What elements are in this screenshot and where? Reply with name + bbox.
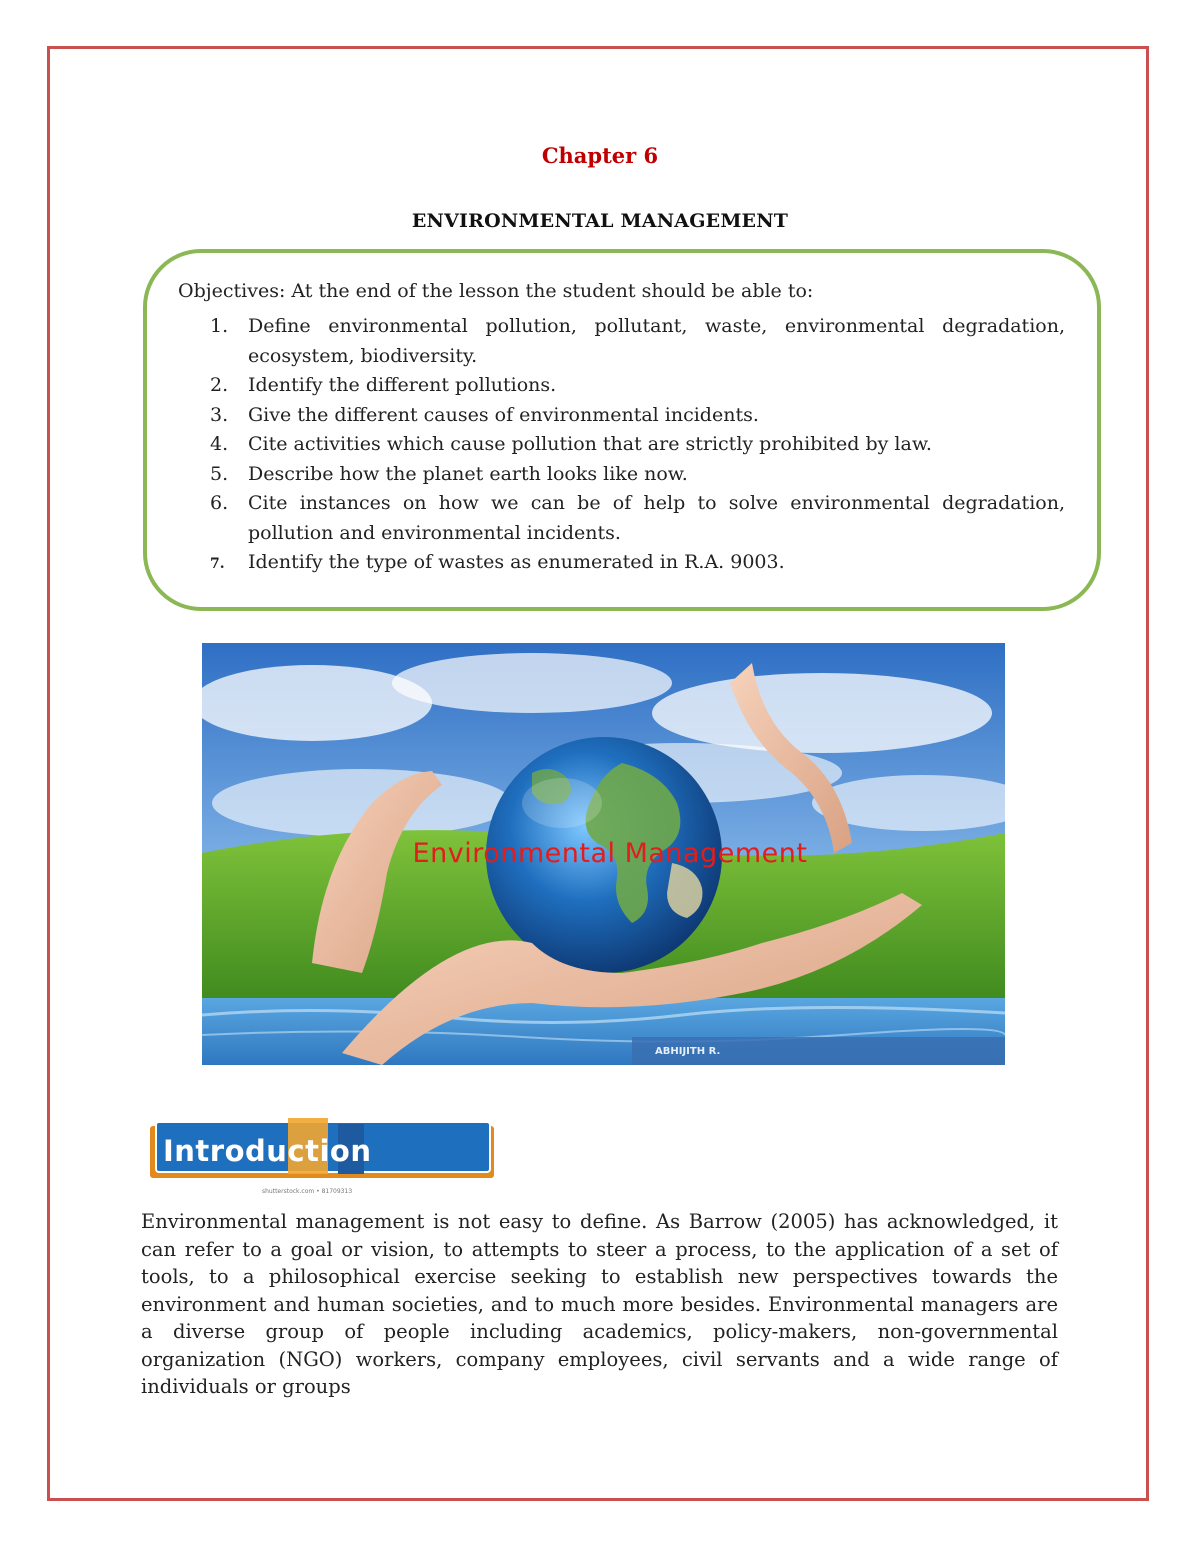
page-title: ENVIRONMENTAL MANAGEMENT <box>411 210 789 232</box>
hero-caption: Environmental Management <box>412 838 808 869</box>
chapter-label: Chapter 6 <box>541 143 659 168</box>
list-item: 1. Define environmental pollution, pollutant, waste, environmental degradation, ecosystem, biodiversity. <box>210 315 1065 367</box>
list-item: 2. Identify the different pollutions. <box>210 374 557 396</box>
introduction-paragraph: Environmental management is not easy to define. As Barrow (2005) has acknowledged, it can refer to a goal or vision, to attempts to steer a process, to the application of a set of tools, to a philosophical exercise seeking to establish new perspectives towards the environment and human societies, and to much more besides. Environmental managers are a diverse group of people including academics, policy-makers, non-governmental organization (NGO) workers, company employees, civil servants and a wide range of individuals or groups <box>141 1210 1058 1398</box>
list-item: 7. Identify the type of wastes as enumerated in R.A. 9003. <box>210 551 785 573</box>
list-item: 5. Describe how the planet earth looks like now. <box>210 462 688 485</box>
list-item: 6. Cite instances on how we can be of help to solve environmental degradation, pollution and environmental incidents. <box>210 492 1065 544</box>
objectives-intro: Objectives: At the end of the lesson the student should be able to: <box>178 280 814 302</box>
introduction-credit: shutterstock.com • 81709313 <box>262 1188 353 1195</box>
introduction-heading: Introduction <box>163 1134 372 1168</box>
list-item: 4. Cite activities which cause pollution that are strictly prohibited by law. <box>210 433 932 455</box>
list-item: 3. Give the different causes of environmental incidents. <box>210 403 759 426</box>
hero-credit: ABHIJITH R. <box>655 1046 721 1057</box>
objectives-list <box>210 312 1065 580</box>
